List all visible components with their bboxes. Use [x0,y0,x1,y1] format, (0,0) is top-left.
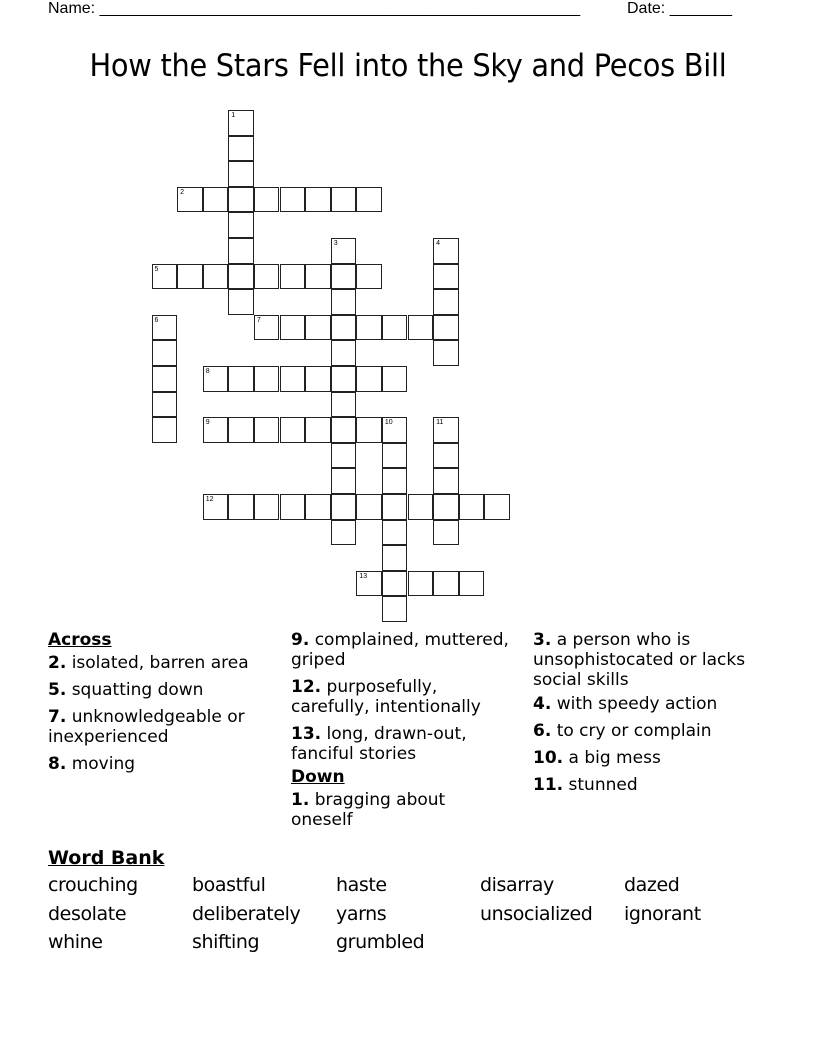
clue-text: complained, muttered, griped [291,630,509,670]
cell-number: 5 [154,265,159,273]
word-bank [48,874,768,960]
grid-cell[interactable] [459,494,485,520]
grid-cell[interactable] [228,136,254,162]
clue-down-1 [291,790,511,830]
grid-cell[interactable] [382,366,408,392]
clue-number: 12. [291,677,322,697]
word-bank-item: dazed [624,874,680,896]
grid-cell[interactable] [228,289,254,315]
grid-cell[interactable] [280,417,306,443]
grid-cell[interactable] [331,238,357,264]
clue-number: 8. [48,754,67,774]
grid-cell[interactable] [331,494,357,520]
clue-text: bragging about oneself [291,790,446,830]
grid-cell[interactable] [408,494,434,520]
grid-cell[interactable] [254,494,280,520]
word-bank-item: unsocialized [480,902,593,925]
clue-number: 1. [291,790,310,810]
grid-cell[interactable] [433,494,459,520]
grid-cell[interactable] [228,110,254,136]
grid-cell[interactable] [280,494,306,520]
grid-cell[interactable] [331,443,357,469]
grid-cell[interactable] [356,571,382,597]
cell-number: 11 [436,419,444,427]
grid-cell[interactable] [382,417,408,443]
grid-cell[interactable] [331,520,357,546]
word-bank-title: Word Bank [48,847,165,869]
clue-text: purposefully, carefully, intentionally [291,677,481,717]
clue-text: to cry or complain [556,721,712,741]
grid-cell[interactable] [382,571,408,597]
grid-cell[interactable] [203,187,229,213]
clue-number: 2. [48,653,67,673]
cell-number: 6 [154,316,159,324]
grid-cell[interactable] [228,161,254,187]
clue-text: a person who is unsophistocated or lacks social skills [533,630,746,690]
grid-cell[interactable] [382,545,408,571]
grid-cell[interactable] [305,417,331,443]
down-heading: Down [291,767,345,787]
grid-cell[interactable] [382,468,408,494]
grid-cell[interactable] [280,264,306,290]
grid-cell[interactable] [228,212,254,238]
grid-cell[interactable] [305,366,331,392]
word-bank-item: whine [48,931,103,953]
clue-down-3 [533,630,773,690]
word-bank-item: desolate [48,902,127,925]
cell-number: 10 [384,419,393,427]
word-bank-item: haste [336,874,387,896]
grid-cell[interactable] [331,289,357,315]
grid-cell[interactable] [356,494,382,520]
grid-cell[interactable] [254,187,280,213]
cell-number: 1 [231,112,236,119]
clue-number: 4. [533,694,552,714]
grid-cell[interactable] [254,315,280,341]
grid-cell[interactable] [331,264,357,290]
clue-number: 6. [533,721,552,741]
cell-number: 13 [359,572,368,580]
clue-across-7 [48,707,278,747]
clue-text: unknowledgeable or inexperienced [48,707,245,747]
grid-cell[interactable] [305,494,331,520]
name-label: Name: [48,0,96,17]
clue-text: moving [71,754,136,774]
grid-cell[interactable] [356,264,382,290]
clue-across-12 [291,677,511,717]
grid-cell[interactable] [331,417,357,443]
clue-down-6 [533,721,773,741]
clues-column-2 [291,630,511,837]
grid-cell[interactable] [433,289,459,315]
clue-down-4 [533,694,773,714]
across-heading: Across [48,630,112,650]
cell-number: 4 [436,240,440,247]
grid-cell[interactable] [356,315,382,341]
clues-column-1 [48,630,278,781]
grid-cell[interactable] [152,315,178,341]
clue-number: 11. [533,775,564,795]
word-bank-item: grumbled [336,931,425,953]
clue-text: stunned [568,775,638,795]
clue-across-5 [48,680,278,700]
grid-cell[interactable] [331,187,357,213]
grid-cell[interactable] [203,264,229,290]
grid-cell[interactable] [331,366,357,392]
clue-number: 5. [48,680,67,700]
clue-number: 3. [533,630,552,650]
grid-cell[interactable] [356,366,382,392]
grid-cell[interactable] [152,366,178,392]
grid-cell[interactable] [433,264,459,290]
grid-cell[interactable] [331,340,357,366]
clue-number: 9. [291,630,310,650]
grid-cell[interactable] [280,315,306,341]
grid-cell[interactable] [280,366,306,392]
date-line: _______ [669,0,732,17]
page-title: How the Stars Fell into the Sky and Pecos Bill [89,48,727,84]
grid-cell[interactable] [254,417,280,443]
grid-cell[interactable] [228,417,254,443]
cell-number: 8 [205,368,210,375]
grid-cell[interactable] [305,264,331,290]
grid-cell[interactable] [228,187,254,213]
clue-down-10 [533,748,773,768]
cell-number: 3 [333,240,338,247]
clue-number: 10. [533,748,564,768]
word-bank-item: shifting [192,931,260,953]
grid-cell[interactable] [228,494,254,520]
grid-cell[interactable] [280,187,306,213]
grid-cell[interactable] [356,187,382,213]
grid-cell[interactable] [382,596,408,622]
clue-text: a big mess [568,748,661,768]
clue-number: 13. [291,724,322,744]
word-bank-item: boastful [192,874,266,896]
grid-cell[interactable] [177,187,203,213]
grid-cell[interactable] [203,366,229,392]
grid-cell[interactable] [331,468,357,494]
grid-cell[interactable] [433,571,459,597]
grid-cell[interactable] [408,571,434,597]
grid-cell[interactable] [356,417,382,443]
cell-number: 12 [205,496,214,503]
grid-cell[interactable] [459,571,485,597]
grid-cell[interactable] [433,238,459,264]
name-line: ______________________________________________________ [99,0,581,17]
grid-cell[interactable] [433,468,459,494]
clue-text: squatting down [71,680,204,700]
cell-number: 7 [256,316,261,324]
grid-cell[interactable] [433,340,459,366]
grid-cell[interactable] [305,187,331,213]
grid-cell[interactable] [254,264,280,290]
clue-text: with speedy action [556,694,718,714]
grid-cell[interactable] [433,520,459,546]
date-label: Date: [627,0,666,17]
grid-cell[interactable] [152,264,178,290]
grid-cell[interactable] [331,315,357,341]
grid-cell[interactable] [152,417,178,443]
clue-across-9 [291,630,511,670]
grid-cell[interactable] [254,366,280,392]
grid-cell[interactable] [152,392,178,418]
word-bank-item: disarray [480,874,554,896]
grid-cell[interactable] [305,315,331,341]
grid-cell[interactable] [433,443,459,469]
clue-down-11 [533,775,773,795]
grid-cell[interactable] [331,392,357,418]
grid-cell[interactable] [382,494,408,520]
cell-number: 9 [205,419,210,427]
grid-cell[interactable] [408,315,434,341]
grid-cell[interactable] [228,264,254,290]
grid-cell[interactable] [433,417,459,443]
grid-cell[interactable] [228,238,254,264]
grid-cell[interactable] [433,315,459,341]
grid-cell[interactable] [203,417,229,443]
clue-text: isolated, barren area [71,653,249,673]
grid-cell[interactable] [484,494,510,520]
clue-number: 7. [48,707,67,727]
clue-across-13 [291,724,511,764]
clue-across-2 [48,653,278,673]
grid-cell[interactable] [382,443,408,469]
grid-cell[interactable] [382,315,408,341]
clues-column-3 [533,630,773,802]
clue-text: long, drawn-out, fanciful stories [291,724,467,764]
grid-cell[interactable] [228,366,254,392]
word-bank-item: crouching [48,874,138,896]
word-bank-item: yarns [336,902,387,925]
grid-cell[interactable] [382,520,408,546]
grid-cell[interactable] [152,340,178,366]
grid-cell[interactable] [177,264,203,290]
word-bank-item: deliberately [192,902,301,925]
clue-across-8 [48,754,278,774]
word-bank-item: ignorant [624,902,701,925]
grid-cell[interactable] [203,494,229,520]
cell-number: 2 [180,188,184,196]
